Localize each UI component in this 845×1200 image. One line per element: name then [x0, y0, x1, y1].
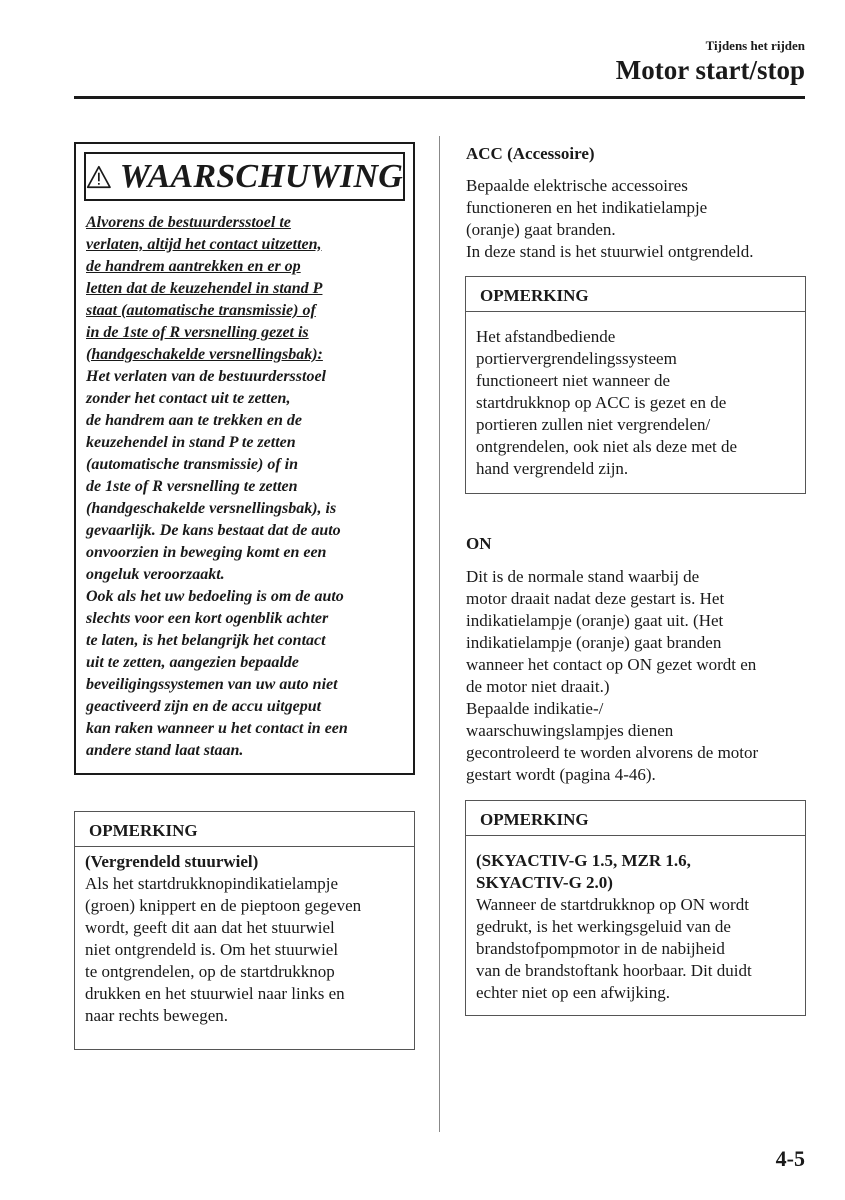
note-line: naar rechts bewegen.: [85, 1006, 229, 1025]
note-line: startdrukknop op ACC is gezet en de: [476, 393, 727, 412]
warning-line: letten dat de keuzehendel in stand P: [86, 280, 323, 297]
warning-line: beveiligingssystemen van uw auto niet: [86, 676, 338, 693]
header-rule: [74, 96, 805, 99]
note-subheading: (Vergrendeld stuurwiel): [85, 852, 259, 871]
note-heading: OPMERKING: [466, 801, 805, 836]
note-line: ontgrendelen, ook niet als deze met de: [476, 437, 738, 456]
warning-line: verlaten, altijd het contact uitzetten,: [86, 236, 322, 253]
note-line: brandstofpompmotor in de nabijheid: [476, 939, 725, 958]
warning-line: Alvorens de bestuurdersstoel te: [86, 214, 291, 231]
warning-box: [74, 142, 415, 775]
column-divider: [439, 136, 440, 1132]
note-box-fuel-pump: [465, 800, 806, 1016]
warning-line: ongeluk veroorzaakt.: [86, 566, 225, 583]
warning-line: (handgeschakelde versnellingsbak):: [86, 346, 323, 363]
note-line: hand vergrendeld zijn.: [476, 459, 629, 478]
note-line: (groen) knippert en de pieptoon gegeven: [85, 896, 362, 915]
warning-line: Het verlaten van de bestuurdersstoel: [86, 368, 326, 385]
warning-line: slechts voor een kort ogenblik achter: [86, 610, 329, 627]
on-heading: ON: [466, 534, 492, 553]
warning-line: Ook als het uw bedoeling is om de auto: [86, 588, 344, 605]
on-line: Dit is de normale stand waarbij de: [466, 567, 700, 586]
acc-paragraph: [466, 175, 811, 263]
note-line: Wanneer de startdrukknop op ON wordt: [476, 895, 749, 914]
page-title: Motor start/stop: [615, 55, 805, 85]
warning-line: de 1ste of R versnelling te zetten: [86, 478, 298, 495]
warning-line: (automatische transmissie) of in: [86, 456, 299, 473]
on-line: Bepaalde indikatie-/: [466, 699, 604, 718]
note-line: Als het startdrukknopindikatielampje: [85, 874, 339, 893]
on-line: de motor niet draait.): [466, 677, 610, 696]
warning-line: uit te zetten, aangezien bepaalde: [86, 654, 299, 671]
note-body: [466, 312, 805, 480]
warning-line: staat (automatische transmissie) of: [86, 302, 316, 319]
note-subheading: SKYACTIV-G 2.0): [476, 873, 613, 892]
warning-header: [84, 152, 405, 201]
warning-line: zonder het contact uit te zetten,: [86, 390, 291, 407]
warning-line: gevaarlijk. De kans bestaat dat de auto: [86, 522, 341, 539]
on-line: wanneer het contact op ON gezet wordt en: [466, 655, 757, 674]
note-line: te ontgrendelen, op de startdrukknop: [85, 962, 335, 981]
warning-triangle-icon: [86, 163, 112, 191]
warning-line: geactiveerd zijn en de accu uitgeput: [86, 698, 322, 715]
warning-line: de handrem aantrekken en er op: [86, 258, 301, 275]
on-line: waarschuwingslampjes dienen: [466, 721, 674, 740]
note-line: Het afstandbediende: [476, 327, 616, 346]
note-box-steering-lock: [74, 811, 415, 1050]
warning-line: kan raken wanneer u het contact in een: [86, 720, 348, 737]
note-body: [466, 836, 805, 1004]
note-line: functioneert niet wanneer de: [476, 371, 670, 390]
warning-line: in de 1ste of R versnelling gezet is: [86, 324, 309, 341]
on-line: gecontroleerd te worden alvorens de motor: [466, 743, 759, 762]
note-line: echter niet op een afwijking.: [476, 983, 671, 1002]
warning-line: onvoorzien in beweging komt en een: [86, 544, 327, 561]
warning-line: (handgeschakelde versnellingsbak), is: [86, 500, 337, 517]
warning-title: WAARSCHUWING: [119, 157, 403, 195]
note-heading: OPMERKING: [466, 277, 805, 312]
note-box-remote-locking: [465, 276, 806, 494]
note-line: portiervergrendelingssysteem: [476, 349, 677, 368]
page-number: 4-5: [775, 1146, 805, 1171]
section-name: Tijdens het rijden: [705, 38, 805, 53]
warning-line: de handrem aan te trekken en de: [86, 412, 302, 429]
acc-line: (oranje) gaat branden.: [466, 220, 616, 239]
note-line: gedrukt, is het werkingsgeluid van de: [476, 917, 731, 936]
note-line: wordt, geeft dit aan dat het stuurwiel: [85, 918, 335, 937]
note-line: drukken en het stuurwiel naar links en: [85, 984, 345, 1003]
note-heading: OPMERKING: [75, 812, 414, 847]
note-subheading: (SKYACTIV-G 1.5, MZR 1.6,: [476, 851, 691, 870]
note-body: [75, 847, 414, 1027]
on-paragraph: [466, 566, 811, 786]
note-line: portieren zullen niet vergrendelen/: [476, 415, 711, 434]
on-line: motor draait nadat deze gestart is. Het: [466, 589, 725, 608]
warning-body: [86, 212, 407, 762]
note-line: van de brandstoftank hoorbaar. Dit duidt: [476, 961, 752, 980]
acc-line: Bepaalde elektrische accessoires: [466, 176, 688, 195]
warning-line: andere stand laat staan.: [86, 742, 244, 759]
on-line: indikatielampje (oranje) gaat uit. (Het: [466, 611, 724, 630]
acc-line: functioneren en het indikatielampje: [466, 198, 708, 217]
on-line: gestart wordt (pagina 4-46).: [466, 765, 656, 784]
on-line: indikatielampje (oranje) gaat branden: [466, 633, 722, 652]
note-line: niet ontgrendeld is. Om het stuurwiel: [85, 940, 339, 959]
warning-line: keuzehendel in stand P te zetten: [86, 434, 296, 451]
acc-heading: ACC (Accessoire): [466, 144, 595, 163]
acc-line: In deze stand is het stuurwiel ontgrendeld.: [466, 242, 754, 261]
warning-line: te laten, is het belangrijk het contact: [86, 632, 326, 649]
